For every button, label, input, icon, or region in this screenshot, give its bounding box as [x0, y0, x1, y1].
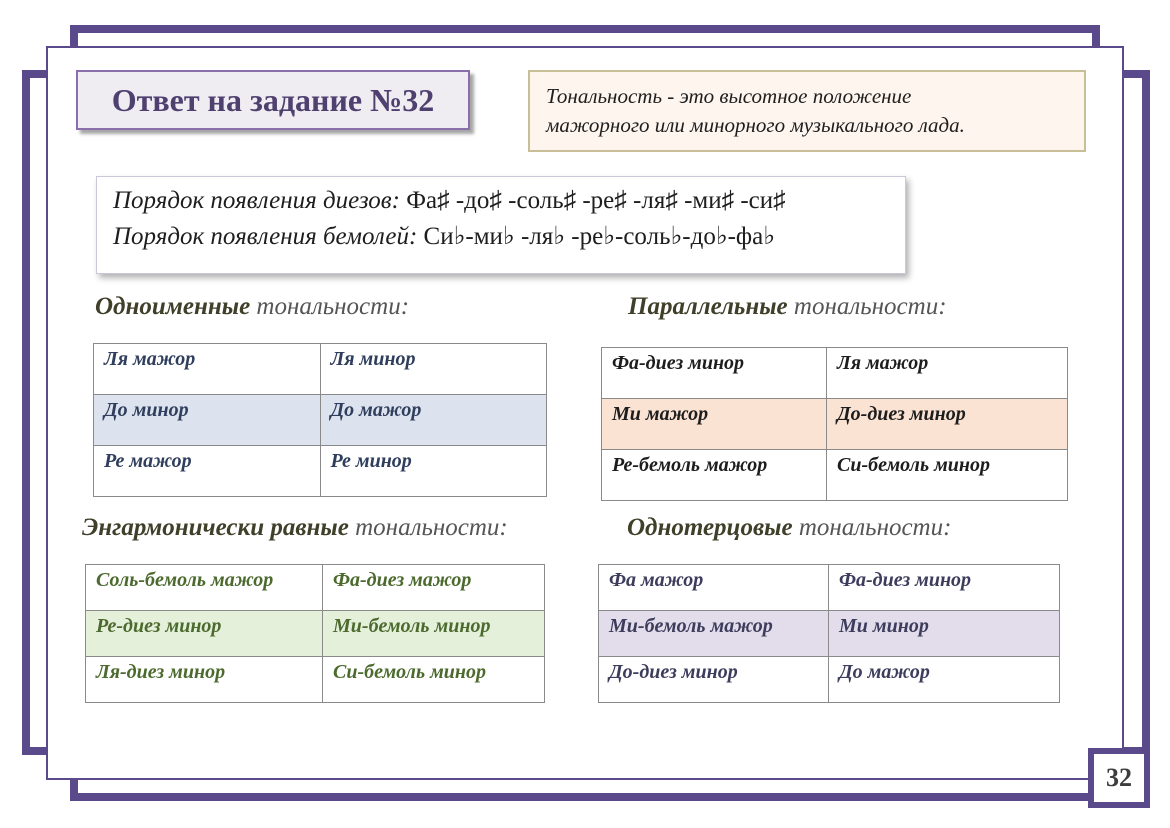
table-cell: Ре мажор — [94, 446, 321, 497]
same-third-table — [598, 564, 1060, 703]
table-cell: Соль-бемоль мажор — [86, 565, 323, 611]
table-row — [86, 611, 545, 657]
parallel-table — [601, 347, 1068, 501]
table-cell: До мажор — [320, 395, 547, 446]
table-cell: Си-бемоль минор — [323, 657, 545, 703]
same-third-heading: Однотерцовые тональности: — [627, 514, 952, 541]
table-cell: До-диез минор — [827, 399, 1068, 450]
same-name-heading: Одноименные тональности: — [95, 293, 410, 320]
table-row — [86, 657, 545, 703]
table-cell: Ми-бемоль мажор — [599, 611, 829, 657]
table-row — [94, 395, 547, 446]
table-cell: Си-бемоль минор — [827, 450, 1068, 501]
table-cell: Ля мажор — [94, 344, 321, 395]
definition-line-1: Тональность - это высотное положение — [546, 84, 912, 108]
table-row — [602, 348, 1068, 399]
table-cell: Ре-диез минор — [86, 611, 323, 657]
table-cell: До мажор — [829, 657, 1060, 703]
page-number: 32 — [1088, 748, 1150, 808]
definition-box — [528, 70, 1086, 152]
table-row — [599, 565, 1060, 611]
sharps-label: Порядок появления диезов: — [113, 187, 400, 214]
flats-label: Порядок появления бемолей: — [113, 223, 418, 250]
table-cell: Ми минор — [829, 611, 1060, 657]
table-cell: Ре-бемоль мажор — [602, 450, 827, 501]
table-cell: Фа-диез минор — [602, 348, 827, 399]
key-signature-order-box — [96, 176, 906, 274]
flats-order — [113, 219, 889, 255]
table-cell: Ля минор — [320, 344, 547, 395]
same-name-table — [93, 343, 547, 497]
table-cell: Фа-диез минор — [829, 565, 1060, 611]
table-row — [94, 446, 547, 497]
table-cell: Ре минор — [320, 446, 547, 497]
table-row — [94, 344, 547, 395]
sharps-order — [113, 183, 889, 219]
table-row — [599, 657, 1060, 703]
table-cell: Фа мажор — [599, 565, 829, 611]
table-cell: Ля-диез минор — [86, 657, 323, 703]
enharmonic-table — [85, 564, 545, 703]
table-row — [599, 611, 1060, 657]
definition-line-2: мажорного или минорного музыкального лада. — [546, 113, 965, 137]
table-row — [602, 399, 1068, 450]
table-cell: До минор — [94, 395, 321, 446]
flats-sequence: Си♭-ми♭ -ля♭ -ре♭-соль♭-до♭-фа♭ — [417, 223, 776, 250]
table-row — [602, 450, 1068, 501]
enharmonic-heading: Энгармонически равные тональности: — [82, 514, 508, 541]
parallel-heading: Параллельные тональности: — [628, 293, 947, 320]
table-cell: Ля мажор — [827, 348, 1068, 399]
table-cell: Ми-бемоль минор — [323, 611, 545, 657]
table-cell: До-диез минор — [599, 657, 829, 703]
table-row — [86, 565, 545, 611]
slide-title: Ответ на задание №32 — [76, 70, 470, 130]
sharps-sequence: Фа♯ -до♯ -соль♯ -ре♯ -ля♯ -ми♯ -си♯ — [400, 187, 786, 214]
table-cell: Фа-диез мажор — [323, 565, 545, 611]
table-cell: Ми мажор — [602, 399, 827, 450]
